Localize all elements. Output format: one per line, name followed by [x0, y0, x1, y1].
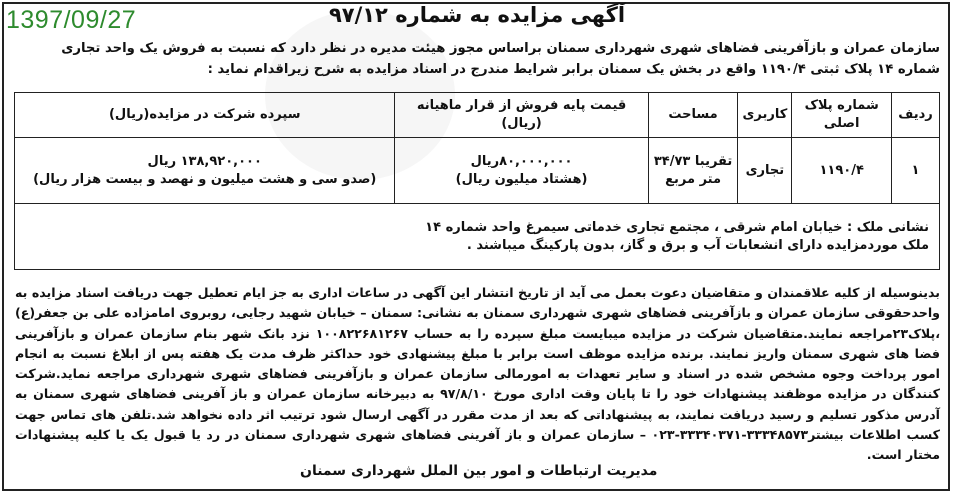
signature: مدیریت ارتباطات و امور بین الملل شهرداری سمنان	[300, 463, 658, 479]
property-utilities: ملک موردمزایده دارای انشعابات آب و برق و گاز، بدون پارکینگ میباشند .	[466, 237, 929, 253]
auction-table	[14, 92, 940, 270]
area-value: تقریبا ۳۴/۷۳	[653, 153, 733, 169]
conditions-paragraph: بدینوسیله از کلیه علاقمندان و متقاضیان دعوت بعمل می آید از تاریخ انتشار این آگهی در ساعات اداری به جز ایام تعطیل جهت دریافت اسناد مزایده به واحدحقوقی سازمان عمران و بازآفرینی فضاهای شهری شهرداری سمنان به نشانی: سمنان – خیابان شهید رجایی، روبروی امامزاده علی بن جعفر(ع) ،پلاک۲۳مراجعه نمایند.متقاضیان شرکت در مزایده میبایست مبلغ سپرده را به حساب ۱۰۰۸۲۲۶۸۱۲۶۷ نزد بانک شهر بنام سازمان عمران و بازآفرینی فضا های شهری سمنان واریز نمایند. برنده مزایده موظف است برابر با مبلغ پیشنهادی خود حداکثر ظرف مدت یک هفته پس از ابلاغ نسبت به انجام امور پرداخت وجوه مشخص شده در اسناد و سایر تعهدات به امورمالی سازمان عمران و بازآفرینی فضاهای شهری شهرداری مراجعه نماید.شرکت کنندگان در مزایده موظفند پیشنهادات خود را تا پایان وقت اداری مورخ ۹۷/۸/۱۰ به دبیرخانه سازمان عمران و باز آفرینی فضاهای شهری سمنان به آدرس مذکور تسلیم و رسید دریافت نمایند، به پیشنهاداتی که بعد از مدت مقرر در آگهی ارسال شود ترتیب اثر داده نخواهد شد.تلفن های تماس جهت کسب اطلاعات بیشتر۳۳۳۴۸۵۷۳-۳۳۳۴۰۳۷۱-۰۲۳ – سازمان عمران و باز آفرینی فضاهای شهری شهرداری سمنان در رد یا قبول یک یا کلیه پیشنهادات مختار است.	[15, 285, 940, 463]
date-stamp: 1397/09/27	[6, 6, 137, 34]
price-words: (هشتاد میلیون ریال)	[455, 171, 588, 187]
intro-paragraph: سازمان عمران و بازآفرینی فضاهای شهری شهرداری سمنان براساس مجوز هیئت مدیره در نظر دارد که نسبت به فروش یک واحد تجاری شماره ۱۴ پلاک ثبتی ۱۱۹۰/۴ واقع در بخش یک سمنان برابر شرایط مندرج در اسناد مزایده به شرح زیراقدام نماید :	[61, 41, 940, 77]
cell-usage: تجاری	[738, 138, 792, 204]
cell-base-price	[395, 138, 648, 204]
cell-row-number: ۱	[892, 138, 940, 204]
property-address: نشانی ملک : خیابان امام شرقی ، مجتمع تجاری خدماتی سیمرغ واحد شماره ۱۴	[425, 219, 929, 235]
header-row-number: ردیف	[892, 93, 940, 138]
price-value: ۸۰,۰۰۰,۰۰۰ریال	[470, 153, 573, 169]
cell-area	[648, 138, 738, 204]
header-usage: کاربری	[738, 93, 792, 138]
cell-address	[15, 204, 940, 270]
table-row	[15, 138, 940, 204]
deposit-words: (صدو سی و هشت میلیون و نهصد و بیست هزار ریال)	[33, 171, 377, 187]
address-row	[15, 204, 940, 270]
notice-title: آگهی مزایده به شماره ۹۷/۱۲	[328, 3, 626, 27]
header-area: مساحت	[648, 93, 738, 138]
header-base-price: قیمت پایه فروش از قرار ماهیانه (ریال)	[395, 93, 648, 138]
deposit-value: ۱۳۸,۹۲۰,۰۰۰ ریال	[147, 153, 262, 169]
area-unit: متر مربع	[665, 171, 722, 187]
cell-deposit	[15, 138, 395, 204]
cell-plate: ۱۱۹۰/۴	[792, 138, 892, 204]
header-plate: شماره پلاک اصلی	[792, 93, 892, 138]
header-deposit: سپرده شرکت در مزایده(ریال)	[15, 93, 395, 138]
table-header-row	[15, 93, 940, 138]
